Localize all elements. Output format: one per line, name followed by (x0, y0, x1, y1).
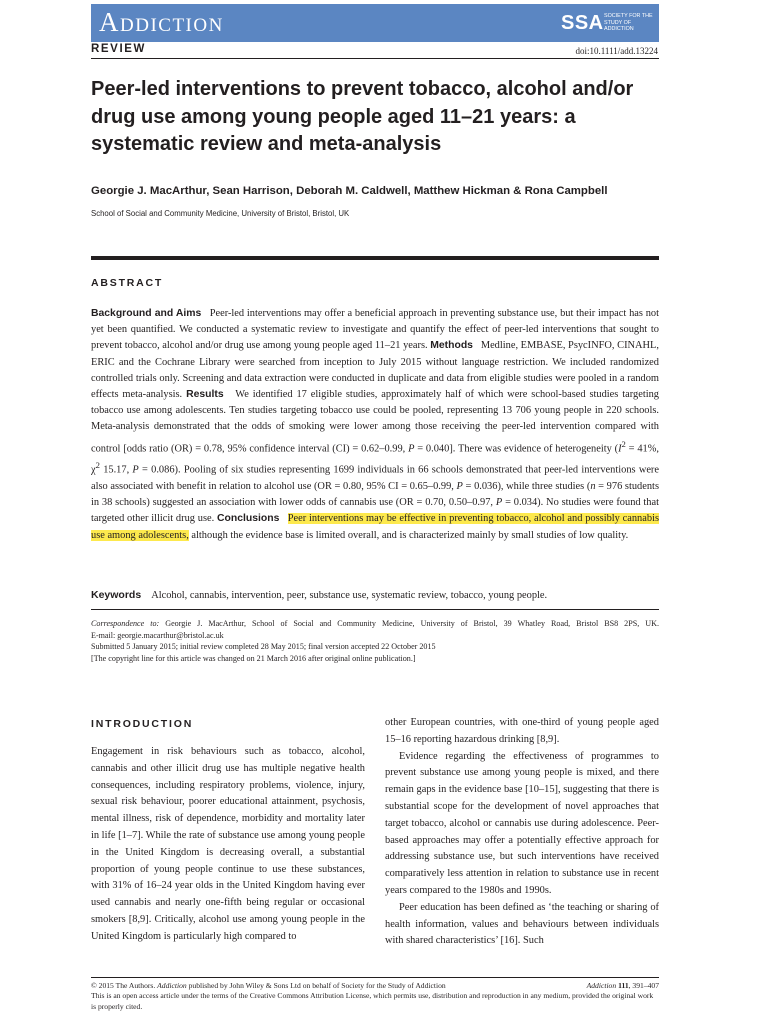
results-text: = 0.036), while three studies ( (462, 480, 591, 492)
footer-divider (91, 977, 659, 978)
methods-label: Methods (430, 340, 473, 352)
body-paragraph: Engagement in risk behaviours such as tobacco, alcohol, cannabis and other illicit drug use has multiple negative health consequences, including respiratory problems, violence, injury, sexual risk behaviour, poorer educational attainment, psychosis, mental illness, risk of dependence, morbidity and mortality later in life [1–7]. While the rate of substance use among young people in the United Kingdom is decreasing overall, a substantial proportion of young people continue to use these substances, with 31% of 16–24 year olds in the United Kingdom having ever used cannabis and nearly one-fifth being regular or occasional smokers [8,9]. Critically, alcohol use among young people in the United Kingdom is particularly high compared to (91, 746, 365, 942)
copyright-journal: Addiction (157, 981, 187, 990)
body-paragraph: Peer education has been defined as ‘the teaching or sharing of health information, values and behaviours between individuals with shared characteristics’ [16]. Such (385, 901, 659, 947)
highlighted-conclusion[interactable]: Peer interventions may be effective in preventing tobacco, alcohol and possibly cannabis use among adolescents, (91, 513, 659, 541)
copyright-line (91, 981, 446, 991)
keywords-label: Keywords (91, 589, 142, 601)
journal-name: Addiction (99, 7, 224, 37)
copyright-text: © 2015 The Authors. (91, 981, 158, 990)
introduction-heading: INTRODUCTION (91, 718, 194, 730)
society-logo (561, 11, 653, 37)
article-title: Peer-led interventions to prevent tobacco, alcohol and/or drug use among young people aged 11–21 years: a systematic review and meta-analysis (91, 78, 634, 155)
citation (587, 981, 659, 991)
results-p-symbol: P (408, 443, 415, 455)
journal-masthead (91, 4, 659, 42)
keywords (91, 588, 659, 603)
doi: doi:10.1111/add.13224 (575, 46, 658, 56)
body-column-left (91, 744, 365, 946)
copyright-publisher: published by John Wiley & Sons Ltd on behalf of Society for the Study of Addiction (186, 981, 446, 990)
results-p-symbol: P (456, 480, 463, 492)
body-column-right (385, 715, 659, 950)
society-name: SOCIETY FOR THE STUDY OF ADDICTION (604, 13, 653, 32)
results-i-symbol: I (618, 443, 622, 455)
citation-volume: 111 (618, 981, 629, 990)
results-p-symbol: P (132, 464, 139, 476)
keywords-text: Alcohol, cannabis, intervention, peer, substance use, systematic review, tobacco, young people. (151, 590, 548, 601)
body-paragraph: other European countries, with one-third of young people aged 15–16 reporting hazardous drinking [8,9]. (385, 717, 659, 745)
results-text: We identified 17 eligible studies, approximately half of which were school-based studies targeting tobacco use among adolescents. Ten studies targeting tobacco use could be pooled, representing 13 706 young people in 220 schools. Meta-analysis demonstrated that the odds of smoking were lower among those receiving the peer-led intervention compared with control [odds ratio (OR) = 0.78, 95% confidence interval (CI) = 0.62–0.99, (91, 389, 659, 455)
conclusions-label: Conclusions (217, 513, 280, 525)
citation-pages: , 391–407 (628, 981, 659, 990)
results-text: = 0.040]. There was evidence of heterogeneity ( (414, 443, 619, 455)
license-text: This is an open access article under the terms of the Creative Commons Attribution License, which permits use, distribution and reproduction in any medium, provided the original work is properly cited. (91, 991, 654, 1011)
results-n-symbol: n (590, 480, 596, 492)
article-authors: Georgie J. MacArthur, Sean Harrison, Deborah M. Caldwell, Matthew Hickman & Rona Campbell (91, 185, 608, 197)
results-superscript: 2 (95, 460, 100, 471)
body-paragraph: Evidence regarding the effectiveness of programmes to prevent substance use among young people is mixed, and there remain gaps in the evidence base [10–15], suggesting that there is substantial scope for the development of novel approaches that target tobacco, alcohol or cannabis use during adolescence. Peer-based approaches may offer a potentially effective approach for addressing substance use, but such interventions have received comparatively less attention in relation to substance use in recent years compared to the 1980s and 1990s. (385, 750, 659, 896)
copyright-change-note: [The copyright line for this article was changed on 21 March 2016 after original online publication.] (91, 653, 416, 663)
methods-text: Medline, EMBASE, PsycINFO, CINAHL, ERIC and the Cochrane Library were searched from inception to July 2015 without language restriction. We included randomized controlled trials only. Screening and data extraction were conducted in duplicate and data from eligible studies were pooled in a random effects meta-analysis. (91, 340, 659, 401)
results-text: 15.17, (99, 464, 133, 476)
abstract-divider (91, 256, 659, 260)
abstract-body (91, 306, 659, 544)
correspondence-address-text: Georgie J. MacArthur, School of Social and Community Medicine, University of Bristol, 39 Whatley Road, Bristol BS8 2PS, UK. (159, 619, 659, 628)
keywords-divider (91, 609, 659, 610)
page-footer (91, 981, 659, 1012)
results-label: Results (186, 389, 224, 401)
results-p-symbol: P (495, 497, 503, 509)
section-label: REVIEW (91, 43, 146, 55)
results-text: = 0.034). No studies were found that targeted other illicit drug use. (91, 497, 660, 525)
background-label: Background and Aims (91, 308, 202, 319)
society-mark: SSA (561, 12, 604, 34)
results-text: = 41%, χ (91, 443, 660, 476)
results-text: = 0.086). Pooling of six studies representing 1699 individuals in 66 schools demonstrated that peer-led interventions were also associated with benefit in relation to alcohol use (OR = 0.80, 95% CI = 0.65–0.99, (91, 464, 660, 492)
results-superscript: 2 (621, 438, 626, 449)
citation-journal: Addiction (586, 981, 617, 990)
correspondence-address (91, 618, 659, 630)
abstract-heading: ABSTRACT (91, 277, 164, 289)
results-text: = 976 students in 38 schools) suggested an association with lower odds of cannabis use (OR = 0.70, 0.50–0.97, (91, 480, 659, 509)
correspondence-email[interactable]: E-mail: georgie.macarthur@bristol.ac.uk (91, 630, 224, 640)
correspondence-label: Correspondence to: (91, 619, 160, 628)
correspondence-block (91, 618, 659, 664)
conclusions-text: although the evidence base is limited overall, and is characterized mainly by small studies of low quality. (188, 529, 629, 541)
submission-dates: Submitted 5 January 2015; initial review completed 28 May 2015; final version accepted 22 October 2015 (91, 642, 436, 652)
author-affiliation: School of Social and Community Medicine, University of Bristol, Bristol, UK (91, 209, 350, 218)
background-text: Peer-led interventions may offer a beneficial approach in preventing substance use, but their impact has not yet been quantified. We conducted a systematic review to investigate and quantify the effect of peer-led interventions that sought to prevent tobacco, alcohol and/or drug use among young people aged 11–21 years. (91, 308, 659, 352)
header-divider (91, 58, 659, 59)
